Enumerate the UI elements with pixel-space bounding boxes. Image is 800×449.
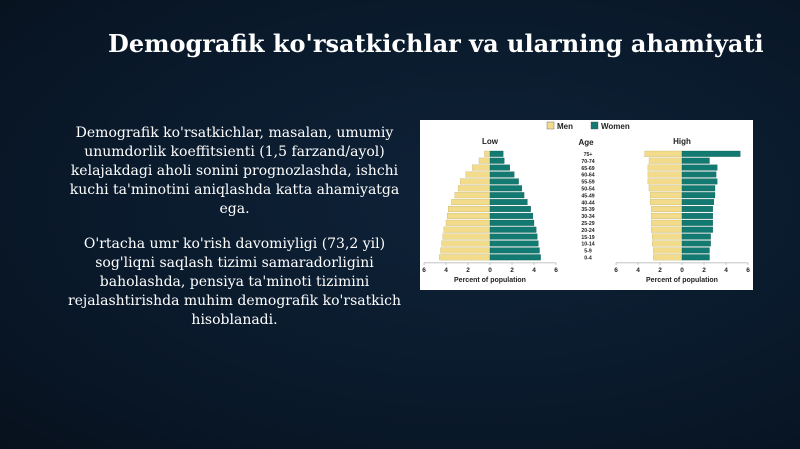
bar-women-high [682,227,713,233]
bar-men-low [472,165,490,171]
x-tick-label-low: 2 [510,266,514,274]
population-pyramid-chart [420,120,753,290]
bar-men-high [645,151,682,157]
legend-label-women: Women [601,122,630,131]
paragraph-life-expectancy: O'rtacha umr ko'rish davomiyligi (73,2 yil) sog'liqni saqlash tizimi samaradorligini baholashda, pensiya ta'minoti tizimini rejalashtirishda muhim demografik ko'rsatkich hisoblanadi. [67,236,402,328]
age-label: 0-4 [584,255,592,262]
bar-women-high [682,234,711,240]
x-tick-label-low: 6 [422,266,426,274]
bar-men-high [649,186,682,192]
bar-men-high [652,234,682,240]
bar-men-low [439,255,490,261]
bar-women-low [490,165,510,171]
bar-men-low [466,172,490,178]
bar-women-low [490,227,536,233]
x-tick-label-low: 0 [488,266,492,274]
age-label: 60-64 [581,172,595,179]
age-label: 10-14 [581,241,595,248]
bar-men-high [648,172,682,178]
bar-women-low [490,241,538,247]
age-label: 20-24 [581,227,595,234]
bar-men-low [442,241,490,247]
x-tick-label-high: 2 [658,266,662,274]
age-axis-title: Age [578,138,594,147]
bar-men-low [479,158,490,164]
bar-men-low [446,220,490,226]
bar-men-high [650,192,682,198]
bar-women-low [490,172,514,178]
age-label: 55-59 [581,179,595,186]
age-label: 45-49 [581,193,595,200]
bar-women-low [490,255,541,261]
bar-men-high [651,206,682,212]
bar-women-high [682,165,717,171]
panel-title-high: High [673,137,691,146]
bar-women-high [682,206,713,212]
x-tick-label-low: 6 [554,266,558,274]
x-axis-label-high: Percent of population [646,276,718,284]
bar-women-low [490,192,524,198]
bar-men-low [458,186,490,192]
age-label: 25-29 [581,221,595,227]
bar-men-high [651,213,682,219]
bar-men-high [653,255,682,261]
age-label: 70-74 [581,158,595,165]
slide-title: Demografik ko'rsatkichlar va ularning ahamiyati [108,29,764,58]
bar-women-high [682,248,710,254]
bar-men-low [452,199,491,205]
bar-women-high [682,255,710,261]
bar-men-low [460,179,490,185]
bar-women-high [682,220,713,226]
bar-women-low [490,158,504,164]
bar-men-low [447,213,490,219]
x-tick-label-low: 2 [466,266,470,274]
bar-men-high [649,158,682,164]
age-label: 35-39 [581,207,595,214]
bar-men-low [455,192,490,198]
x-tick-label-low: 4 [532,266,536,274]
bar-men-high [648,179,682,185]
legend-swatch-men [547,122,554,129]
x-tick-label-high: 2 [702,266,706,274]
bar-women-high [682,186,715,192]
bar-women-high [682,213,713,219]
bar-women-low [490,248,540,254]
age-label: 50-54 [581,186,595,193]
x-tick-label-high: 4 [724,266,728,274]
pyramid-svg [420,120,753,290]
bar-men-high [651,220,682,226]
bar-women-high [682,158,710,164]
bar-women-high [682,192,715,198]
panel-title-low: Low [482,137,498,146]
bar-women-high [682,172,716,178]
legend-label-men: Men [557,122,573,131]
bar-women-low [490,234,537,240]
bar-men-high [652,241,682,247]
bar-women-high [682,199,714,205]
bar-men-low [441,248,491,254]
bar-women-low [490,206,531,212]
age-label: 15-19 [581,234,595,241]
bar-men-low [444,227,490,233]
bar-men-high [650,199,682,205]
x-axis-label-low: Percent of population [454,276,526,284]
paragraph-fertility: Demografik ko'rsatkichlar, masalan, umumiy unumdorlik koeffitsienti (1,5 farzand/ayol) kelajakdagi aholi sonini prognozlashda, ishchi kuchi ta'minotini aniqlashda katta ahamiyatga ega. [69,125,400,217]
bar-men-high [653,248,682,254]
legend-swatch-women [591,122,598,129]
bar-women-low [490,151,503,157]
age-label: 40-44 [581,200,595,207]
bar-women-low [490,220,534,226]
age-label: 30-34 [581,214,595,221]
age-label: 75+ [583,152,593,158]
bar-women-low [490,186,522,192]
age-label: 65-69 [581,165,595,172]
bar-men-low [485,151,491,157]
bar-women-high [682,151,740,157]
x-tick-label-high: 4 [636,266,640,274]
bar-women-low [490,199,527,205]
age-label: 5-9 [584,248,592,255]
bar-women-high [682,179,717,185]
x-tick-label-high: 6 [746,266,750,274]
bar-women-high [682,241,711,247]
x-tick-label-high: 6 [614,266,618,274]
bar-men-low [443,234,490,240]
bar-men-high [648,165,682,171]
bar-women-low [490,213,533,219]
x-tick-label-high: 0 [680,266,684,274]
x-tick-label-low: 4 [444,266,448,274]
text-block [62,124,407,346]
bar-men-low [448,206,490,212]
bar-women-low [490,179,519,185]
bar-men-high [651,227,682,233]
